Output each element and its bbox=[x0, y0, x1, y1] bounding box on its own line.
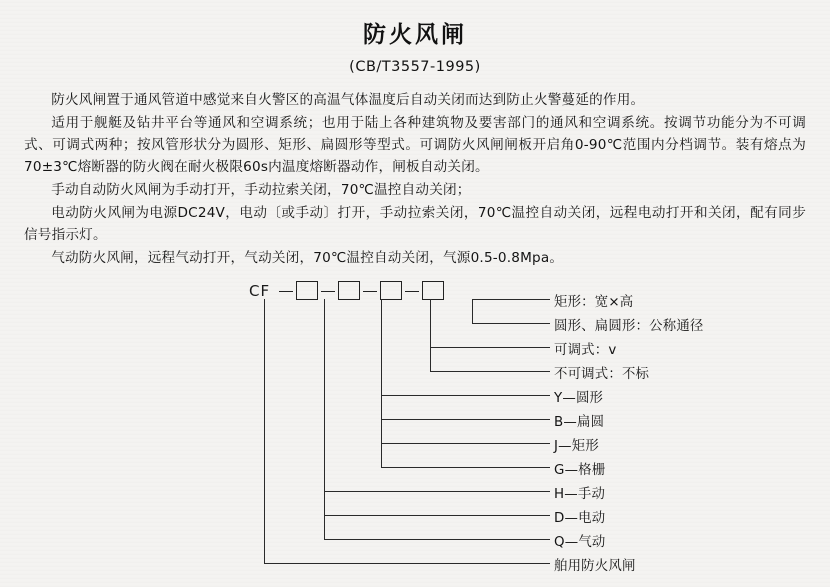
code-row bbox=[249, 281, 444, 300]
leader-line-v-box4 bbox=[472, 299, 473, 323]
leader-line-v-box1 bbox=[324, 299, 325, 539]
leader-line-h-legend-9 bbox=[324, 491, 550, 492]
leader-line-h-legend-11 bbox=[324, 539, 550, 540]
paragraph-2: 适用于舰艇及钻井平台等通风和空调系统；也用于陆上各种建筑物及要害部门的通风和空调系统。按调节功能分为不可调式、可调式两种；按风管形状分为圆形、矩形、扁圆形等型式。可调防火风闸闸板开启角0-90℃范围内分档调节。装有熔点为70±3℃熔断器的防火阀在耐火极限60s内温度熔断器动作，闸板自动关闭。 bbox=[24, 115, 806, 176]
legend-item-6: B—扁圆 bbox=[554, 415, 605, 431]
code-box-2 bbox=[338, 281, 360, 300]
separator-3 bbox=[363, 291, 377, 292]
model-designation-diagram bbox=[24, 281, 806, 575]
paragraph-5: 气动防火风闸，远程气动打开，气动关闭，70℃温控自动关闭，气源0.5-0.8Mpa。 bbox=[51, 250, 564, 267]
body-text bbox=[24, 89, 806, 269]
leader-line-h-legend-3 bbox=[430, 347, 550, 348]
leader-line-h-legend-8 bbox=[381, 467, 550, 468]
leader-line-v-prefix bbox=[264, 299, 265, 515]
separator-2 bbox=[321, 291, 335, 292]
standard-code: (CB/T3557-1995) bbox=[349, 59, 481, 75]
leader-line-v-prefix-2 bbox=[264, 515, 265, 563]
code-prefix-label: CF bbox=[249, 281, 271, 300]
paragraph-1: 防火风闸置于通风管道中感觉来自火警区的高温气体温度后自动关闭而达到防止火警蔓延的作用。 bbox=[51, 92, 645, 108]
leader-line-h-legend-4 bbox=[430, 371, 550, 372]
legend-item-5: Y—圆形 bbox=[554, 391, 604, 407]
legend-item-9: H—手动 bbox=[554, 487, 606, 503]
leader-line-h-legend-5 bbox=[381, 395, 550, 396]
legend-item-3: 可调式：v bbox=[554, 343, 617, 359]
legend-item-7: J—矩形 bbox=[554, 439, 599, 455]
leader-line-h-legend-7 bbox=[381, 443, 550, 444]
leader-line-h-legend-12 bbox=[264, 563, 550, 564]
legend-item-12: 舶用防火风闸 bbox=[554, 559, 636, 575]
code-box-3 bbox=[380, 281, 402, 300]
separator-4 bbox=[405, 291, 419, 292]
separator-1 bbox=[279, 291, 293, 292]
leader-line-v-box2 bbox=[381, 299, 382, 467]
paragraph-4: 电动防火风闸为电源DC24V，电动〔或手动〕打开，手动拉索关闭，70℃温控自动关闭，远程电动打开和关闭，配有同步信号指示灯。 bbox=[24, 205, 806, 244]
leader-line-h-legend-2 bbox=[472, 323, 550, 324]
paragraph-3: 手动自动防火风闸为手动打开，手动拉索关闭，70℃温控自动关闭； bbox=[51, 182, 471, 199]
legend-item-8: G—格栅 bbox=[554, 463, 606, 479]
leader-line-v-box3 bbox=[430, 299, 431, 371]
leader-line-h-legend-1 bbox=[472, 299, 550, 300]
code-box-4 bbox=[422, 281, 444, 300]
leader-line-h-legend-10 bbox=[324, 515, 550, 516]
code-box-1 bbox=[296, 281, 318, 300]
legend-item-2: 圆形、扁圆形：公称通径 bbox=[554, 319, 704, 335]
legend-item-1: 矩形：宽×高 bbox=[554, 295, 634, 311]
legend-item-11: Q—气动 bbox=[554, 535, 606, 551]
legend-item-4: 不可调式：不标 bbox=[554, 367, 650, 383]
page-title: 防火风闸 bbox=[363, 22, 467, 48]
leader-line-h-legend-6 bbox=[381, 419, 550, 420]
legend-item-10: D—电动 bbox=[554, 511, 606, 527]
